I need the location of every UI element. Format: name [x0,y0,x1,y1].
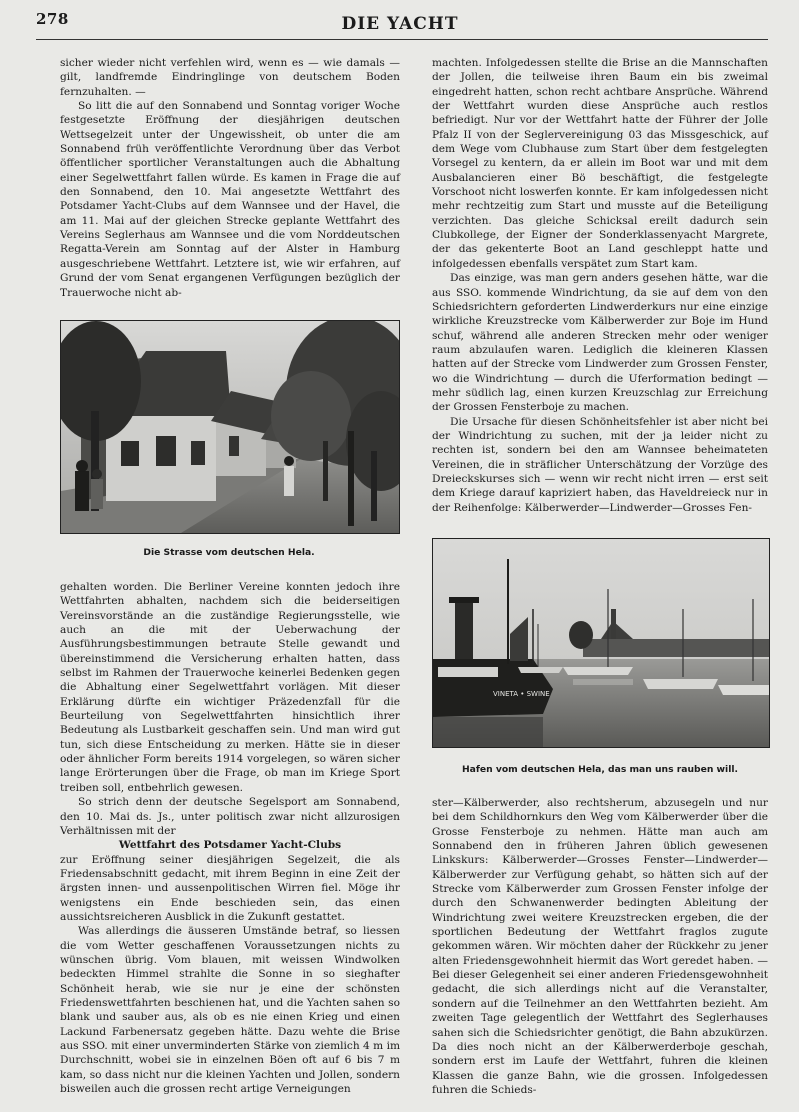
right-column-top [432,56,768,515]
left-column-bottom [60,580,400,1096]
caption-harbour-photo: Hafen vom deutschen Hela, das man uns rauben will. [461,764,738,775]
paragraph: Was allerdings die äusseren Umstände betraf, so liessen die vom Wetter geschaffenen Voraussetzungen nichts zu wünschen übrig. Vom blauen, mit weissen Windwolken bedeckten Himmel strahlte die Sonne in so sieghafter Schönheit herab, wie sie nur je eine der schönsten Friedenswettfahrten beschienen hat, und die Yachten sahen so blank und sauber aus, als ob es nie einen Krieg und einen Lackund Farbenersatz gegeben hätte. Dazu wehte die Brise aus SSO. mit einer unverminderten Stärke von ziemlich 4 m im Durchschnitt, wobei sie in einzelnen Böen oft auf 6 bis 7 m kam, so dass nicht nur die kleinen Yachten und Jollen, sondern bisweilen auch die grossen recht artige Verneigungen [60,925,401,1096]
paragraph: Die Ursache für diesen Schönheitsfehler ist aber nicht bei der Windrichtung zu suchen, mit der ja leider nicht zu rechten ist, sondern bei den am Wannsee beheimateten Vereinen, die in sträflicher Unterschätzung der Vorzüge des Dreieckskurses sich — wenn wir recht nicht irren — erst seit dem Kriege darauf kapriziert haben, das Haveldreieck nur in der Reihenfolge: Kälberwerder—Lindwerder—Grosses Fen- [432,415,768,514]
section-heading: Wettfahrt des Potsdamer Yacht-Clubs [118,839,342,852]
paragraph: So strich denn der deutsche Segelsport am Sonnabend, den 10. Mai ds. Js., unter politisch zwar nicht allzurosigen Verhältnissen mit der [60,796,400,837]
header-rule [36,39,768,40]
caption-street-photo: Die Strasse vom deutschen Hela. [143,547,315,558]
right-column-bottom [432,796,768,1097]
page-number: 278 [36,10,69,28]
paragraph: machten. Infolgedessen stellte die Brise an die Mannschaften der Jollen, die teilweise ihren Baum ein bis zweimal eingedreht hatten, schon recht achtbare Ansprüche. Während der Wettfahrt wurden diese Ansprüche auch restlos befriedigt. Nur vor der Wettfahrt hatte der Führer der Jolle Pfalz II von der Seglervereinigung 03 das Missgeschick, auf dem Wege vom Clubhause zum Start über dem festgelegten Vorsegel zu kentern, da er allein im Boot war und mit dem Ausbalancieren einer Bö beschäftigt, die festgelegte Vorschoot nicht loswerfen konnte. Er kam infolgedessen nicht mehr rechtzeitig zum Start und musste auf die Beteiligung verzichten. Das gleiche Schicksal ereilt dadurch sein Clubkollege, der Eigner der Sonderklassenyacht Margrete, der das gekenterte Boot an Land geschleppt hatte und infolgedessen ebenfalls verspätet zum Start kam. [432,57,768,270]
ship-name-label: VINETA • SWINE [493,690,550,698]
paragraph: So litt die auf den Sonnabend und Sonntag voriger Woche festgesetzte Eröffnung der diesjährigen deutschen Wettsegelzeit unter der Ungewissheit, ob unter die am Sonnabend früh veröffentlichte Verordnung über das Verbot öffentlicher sportlicher Veranstaltungen auch die Abhaltung einer Segelwettfahrt fallen würde. Es kamen in Frage die auf den Sonnabend, den 10. Mai angesetzte Wettfahrt des Potsdamer Yacht-Clubs auf dem Wannsee und der Havel, die am 11. Mai auf der gleichen Strecke geplante Wettfahrt des Vereins Seglerhaus am Wannsee und die vom Norddeutschen Regatta-Verein am Sonntag auf der Alster in Hamburg ausgeschriebene Wettfahrt. Letztere ist, wie wir erfahren, auf Grund der vom Senat ergangenen Verfügungen bezüglich der Trauerwoche nicht ab- [60,100,400,299]
paragraph: zur Eröffnung seiner diesjährigen Segelzeit, die als Friedensabschnitt gedacht, mit ihrem Beginn in eine Zeit der ärgsten innen- und aussenpolitischen Wirren fiel. Möge ihr wenigstens ein Ende beschieden sein, das einen aussichtsreicheren Ausblick in die Zukunft gestattet. [60,853,400,923]
paragraph: gehalten worden. Die Berliner Vereine konnten jedoch ihre Wettfahrten abhalten, nachdem sich die beiderseitigen Vereinsvorstände an die zuständige Regierungsstelle, wie auch an die mit der Ueberwachung der Ausführungsbestimmungen betraute Stelle gewandt und übereinstimmend die Versicherung erhalten hatten, dass selbst im Rahmen der Trauerwoche keinerlei Bedenken gegen die Abhaltung einer Segelwettfahrt vorlägen. Mit dieser Erklärung dürfte ein wichtiger Präzedenzfall für die Beurteilung von Segelwettfahrten hinsichtlich ihrer Bedeutung als Lustbarkeit geschaffen sein. Und man wird gut tun, sich diese Entscheidung zu merken. Hätte sie in dieser oder ähnlicher Form bereits 1914 vorgelegen, so wären sicher lange Erörterungen über die Frage, ob man im Kriege Sport treiben soll, entbehrlich gewesen. [60,581,400,794]
paragraph: Das einzige, was man gern anders gesehen hätte, war die aus SSO. kommende Windrichtung, da sie auf dem von den Schiedsrichtern geforderten Lindwerderkurs nur eine einzige wirkliche Kreuzstrecke vom Kälberwerder zur Boje im Hund schuf, während alle anderen Strecken mehr oder weniger raum abzulaufen waren. Lediglich die kleineren Klassen hatten auf der Strecke vom Lindwerder zum Grossen Fenster, wo die Windrichtung — durch die Uferformation bedingt — mehr südlich lag, einen kurzen Kreuzschlag zur Erreichung der Grossen Fensterboje zu machen. [432,272,768,414]
paragraph: sicher wieder nicht verfehlen wird, wenn es — wie damals — gilt, landfremde Eindringlinge von deutschem Boden fernzuhalten. — [60,57,400,98]
left-column-top [60,56,400,300]
paragraph: ster—Kälberwerder, also rechtsherum, abzusegeln und nur bei dem Schildhornkurs den Weg vom Kälberwerder über die Grosse Fensterboje zu nehmen. Hätte man auch am Sonnabend den in früheren Jahren üblich gewesenen Linkskurs: Kälberwerder—Grosses Fenster—Lindwerder—Kälberwerder zur Verfügung gehabt, so hätten sich auf der Strecke vom Kälberwerder zum Grossen Fenster infolge der durch den Schwanenwerder bedingten Ableitung der Windrichtung zwei weitere Kreuzstrecken ergeben, die der sportlichen Bedeutung der Wettfahrt fraglos zugute gekommen wären. Wir möchten daher der Rückkehr zu jener alten Friedensgewohnheit hiermit das Wort geredet haben. — Bei dieser Gelegenheit sei einer anderen Friedensgewohnheit gedacht, die sich allerdings nicht auf die Veranstalter, sondern auf die Teilnehmer an den Wettfahrten bezieht. Am zweiten Tage gelegentlich der Wettfahrt des Seglerhauses sahen sich die Schiedsrichter genötigt, die Bahn abzukürzen. Da dies noch nicht an der Kälberwerderboje geschah, sondern erst im Laufe der Wettfahrt, fuhren die kleinen Klassen die ganze Bahn, wie die grossen. Infolgedessen fuhren die Schieds- [432,797,768,1096]
running-header: DIE YACHT [341,14,459,34]
photo-harbour-hela [432,538,770,748]
photo-street-hela [60,320,400,534]
